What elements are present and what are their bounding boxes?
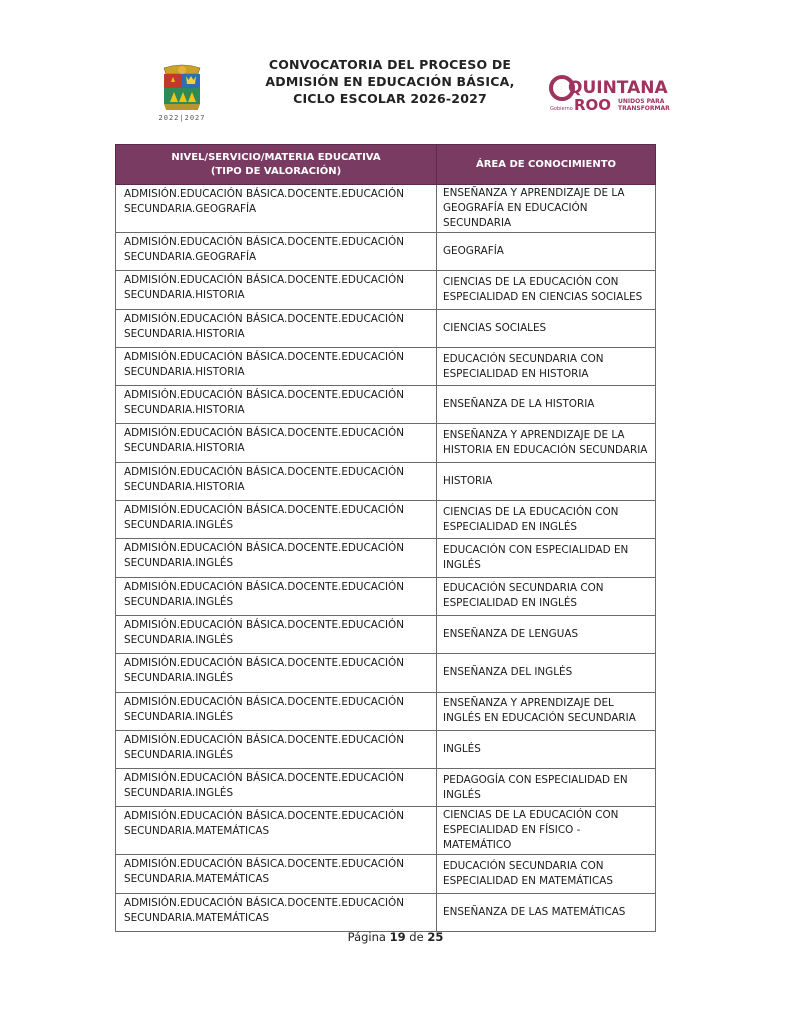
cell-nivel-line-2: SECUNDARIA.INGLÉS (124, 519, 234, 532)
cell-nivel-line-1: ADMISIÓN.EDUCACIÓN BÁSICA.DOCENTE.EDUCACIÓN (124, 733, 404, 746)
page-header (0, 0, 791, 140)
cell-area: CIENCIAS DE LA EDUCACIÓN CON ESPECIALIDAD EN FÍSICO - MATEMÁTICO (437, 807, 656, 855)
page-label: Página (347, 930, 386, 944)
cell-nivel (116, 654, 437, 692)
cell-nivel-line-1: ADMISIÓN.EDUCACIÓN BÁSICA.DOCENTE.EDUCACIÓN (124, 618, 404, 631)
table-row (116, 501, 656, 539)
page-total: 25 (427, 930, 444, 944)
cell-nivel (116, 233, 437, 271)
cell-area: ENSEÑANZA DE LA HISTORIA (437, 386, 656, 424)
cell-nivel-line-2: SECUNDARIA.INGLÉS (124, 748, 234, 761)
table-row (116, 769, 656, 807)
table-row (116, 233, 656, 271)
cell-nivel-line-1: ADMISIÓN.EDUCACIÓN BÁSICA.DOCENTE.EDUCACIÓN (124, 580, 404, 593)
column-header-nivel-line-1: NIVEL/SERVICIO/MATERIA EDUCATIVA (171, 151, 381, 163)
table-row (116, 185, 656, 233)
table-row (116, 855, 656, 893)
cell-nivel-line-2: SECUNDARIA.INGLÉS (124, 633, 234, 646)
table-row (116, 309, 656, 347)
page-separator: de (409, 930, 424, 944)
cell-nivel (116, 539, 437, 577)
cell-nivel-line-2: SECUNDARIA.HISTORIA (124, 480, 245, 493)
cell-nivel-line-2: SECUNDARIA.HISTORIA (124, 404, 245, 417)
cell-nivel-line-2: SECUNDARIA.HISTORIA (124, 442, 245, 455)
cell-area: ENSEÑANZA DE LAS MATEMÁTICAS (437, 893, 656, 931)
cell-nivel-line-1: ADMISIÓN.EDUCACIÓN BÁSICA.DOCENTE.EDUCACIÓN (124, 657, 404, 670)
cell-nivel-line-1: ADMISIÓN.EDUCACIÓN BÁSICA.DOCENTE.EDUCACIÓN (124, 695, 404, 708)
logo-prefix: Gobierno (550, 106, 573, 112)
table-row (116, 893, 656, 931)
cell-nivel-line-2: SECUNDARIA.HISTORIA (124, 289, 245, 302)
table-row (116, 386, 656, 424)
cell-area: PEDAGOGÍA CON ESPECIALIDAD EN INGLÉS (437, 769, 656, 807)
logo-name-bottom: ROO (574, 96, 612, 114)
table-row (116, 577, 656, 615)
cell-nivel-line-2: SECUNDARIA.MATEMÁTICAS (124, 825, 270, 838)
table-body (116, 185, 656, 932)
cell-area: CIENCIAS SOCIALES (437, 309, 656, 347)
cell-nivel-line-1: ADMISIÓN.EDUCACIÓN BÁSICA.DOCENTE.EDUCACIÓN (124, 427, 404, 440)
cell-nivel-line-2: SECUNDARIA.INGLÉS (124, 595, 234, 608)
page-current: 19 (389, 930, 406, 944)
cell-nivel (116, 893, 437, 931)
cell-nivel-line-1: ADMISIÓN.EDUCACIÓN BÁSICA.DOCENTE.EDUCACIÓN (124, 274, 404, 287)
title-line-2: ADMISIÓN EN EDUCACIÓN BÁSICA, (265, 74, 515, 89)
cell-area: INGLÉS (437, 730, 656, 768)
cell-area: CIENCIAS DE LA EDUCACIÓN CON ESPECIALIDAD EN INGLÉS (437, 501, 656, 539)
table-row (116, 730, 656, 768)
column-header-nivel (116, 145, 437, 185)
logo-name-top: QUINTANA (568, 78, 668, 98)
table-row (116, 615, 656, 653)
cell-nivel (116, 615, 437, 653)
cell-nivel-line-1: ADMISIÓN.EDUCACIÓN BÁSICA.DOCENTE.EDUCACIÓN (124, 504, 404, 517)
cell-area: ENSEÑANZA Y APRENDIZAJE DEL INGLÉS EN EDUCACIÓN SECUNDARIA (437, 692, 656, 730)
state-coat-of-arms-logo (150, 64, 214, 126)
cell-nivel-line-2: SECUNDARIA.GEOGRAFÍA (124, 203, 257, 215)
cell-nivel-line-2: SECUNDARIA.INGLÉS (124, 787, 234, 800)
table (115, 144, 656, 932)
table-row (116, 424, 656, 462)
table-row (116, 347, 656, 385)
cell-area: EDUCACIÓN SECUNDARIA CON ESPECIALIDAD EN HISTORIA (437, 347, 656, 385)
column-header-nivel-line-2: (TIPO DE VALORACIÓN) (210, 165, 342, 177)
cell-nivel-line-1: ADMISIÓN.EDUCACIÓN BÁSICA.DOCENTE.EDUCACIÓN (124, 389, 404, 402)
cell-nivel-line-1: ADMISIÓN.EDUCACIÓN BÁSICA.DOCENTE.EDUCACIÓN (124, 858, 404, 871)
cell-nivel-line-1: ADMISIÓN.EDUCACIÓN BÁSICA.DOCENTE.EDUCACIÓN (124, 188, 404, 200)
cell-nivel-line-2: SECUNDARIA.HISTORIA (124, 365, 245, 378)
cell-nivel-line-2: SECUNDARIA.INGLÉS (124, 710, 234, 723)
cell-nivel-line-1: ADMISIÓN.EDUCACIÓN BÁSICA.DOCENTE.EDUCACIÓN (124, 772, 404, 785)
logo-tagline-1: UNIDOS PARA (618, 98, 665, 105)
cell-nivel-line-1: ADMISIÓN.EDUCACIÓN BÁSICA.DOCENTE.EDUCACIÓN (124, 896, 404, 909)
cell-area: CIENCIAS DE LA EDUCACIÓN CON ESPECIALIDAD EN CIENCIAS SOCIALES (437, 271, 656, 309)
page-footer (0, 930, 791, 944)
table-row (116, 462, 656, 500)
cell-nivel-line-2: SECUNDARIA.INGLÉS (124, 557, 234, 570)
cell-area: EDUCACIÓN CON ESPECIALIDAD EN INGLÉS (437, 539, 656, 577)
cell-nivel-line-2: SECUNDARIA.INGLÉS (124, 672, 234, 685)
cell-nivel (116, 769, 437, 807)
table-row (116, 539, 656, 577)
cell-nivel-line-2: SECUNDARIA.MATEMÁTICAS (124, 911, 270, 924)
title-line-1: CONVOCATORIA DEL PROCESO DE (268, 57, 512, 72)
table-row (116, 692, 656, 730)
cell-area: ENSEÑANZA DEL INGLÉS (437, 654, 656, 692)
cell-nivel-line-1: ADMISIÓN.EDUCACIÓN BÁSICA.DOCENTE.EDUCACIÓN (124, 312, 404, 325)
cell-nivel (116, 185, 437, 233)
cell-nivel (116, 730, 437, 768)
cell-nivel-line-1: ADMISIÓN.EDUCACIÓN BÁSICA.DOCENTE.EDUCACIÓN (124, 465, 404, 478)
cell-nivel-line-1: ADMISIÓN.EDUCACIÓN BÁSICA.DOCENTE.EDUCACIÓN (124, 810, 404, 823)
cell-nivel (116, 347, 437, 385)
cell-area: GEOGRAFÍA (437, 233, 656, 271)
table-header-row (116, 145, 656, 185)
table-row (116, 807, 656, 855)
cell-nivel (116, 807, 437, 855)
cell-area: EDUCACIÓN SECUNDARIA CON ESPECIALIDAD EN INGLÉS (437, 577, 656, 615)
cell-area: HISTORIA (437, 462, 656, 500)
coat-of-arms-icon (154, 64, 210, 112)
cell-nivel (116, 855, 437, 893)
cell-nivel (116, 577, 437, 615)
quintana-roo-logo-icon (548, 66, 678, 116)
document-title (240, 56, 540, 107)
cell-area: EDUCACIÓN SECUNDARIA CON ESPECIALIDAD EN MATEMÁTICAS (437, 855, 656, 893)
cell-nivel (116, 271, 437, 309)
quintana-roo-logo (548, 66, 678, 116)
cell-nivel (116, 501, 437, 539)
title-line-3: CICLO ESCOLAR 2026-2027 (293, 91, 487, 106)
cell-area: ENSEÑANZA Y APRENDIZAJE DE LA GEOGRAFÍA EN EDUCACIÓN SECUNDARIA (437, 185, 656, 233)
cell-area: ENSEÑANZA DE LENGUAS (437, 615, 656, 653)
cell-nivel-line-2: SECUNDARIA.GEOGRAFÍA (124, 251, 257, 263)
cell-area: ENSEÑANZA Y APRENDIZAJE DE LA HISTORIA EN EDUCACIÓN SECUNDARIA (437, 424, 656, 462)
table-row (116, 271, 656, 309)
knowledge-area-table (115, 144, 655, 932)
cell-nivel-line-1: ADMISIÓN.EDUCACIÓN BÁSICA.DOCENTE.EDUCACIÓN (124, 236, 404, 248)
cell-nivel-line-1: ADMISIÓN.EDUCACIÓN BÁSICA.DOCENTE.EDUCACIÓN (124, 542, 404, 555)
cell-nivel-line-1: ADMISIÓN.EDUCACIÓN BÁSICA.DOCENTE.EDUCACIÓN (124, 350, 404, 363)
cell-nivel (116, 462, 437, 500)
cell-nivel (116, 386, 437, 424)
logo-tagline-2: TRANSFORMAR (618, 105, 670, 112)
cell-nivel (116, 424, 437, 462)
cell-nivel-line-2: SECUNDARIA.MATEMÁTICAS (124, 873, 270, 886)
table-row (116, 654, 656, 692)
cell-nivel (116, 692, 437, 730)
cell-nivel-line-2: SECUNDARIA.HISTORIA (124, 327, 245, 340)
cell-nivel (116, 309, 437, 347)
logo-years: 2022|2027 (158, 114, 206, 122)
column-header-area: ÁREA DE CONOCIMIENTO (437, 145, 656, 185)
